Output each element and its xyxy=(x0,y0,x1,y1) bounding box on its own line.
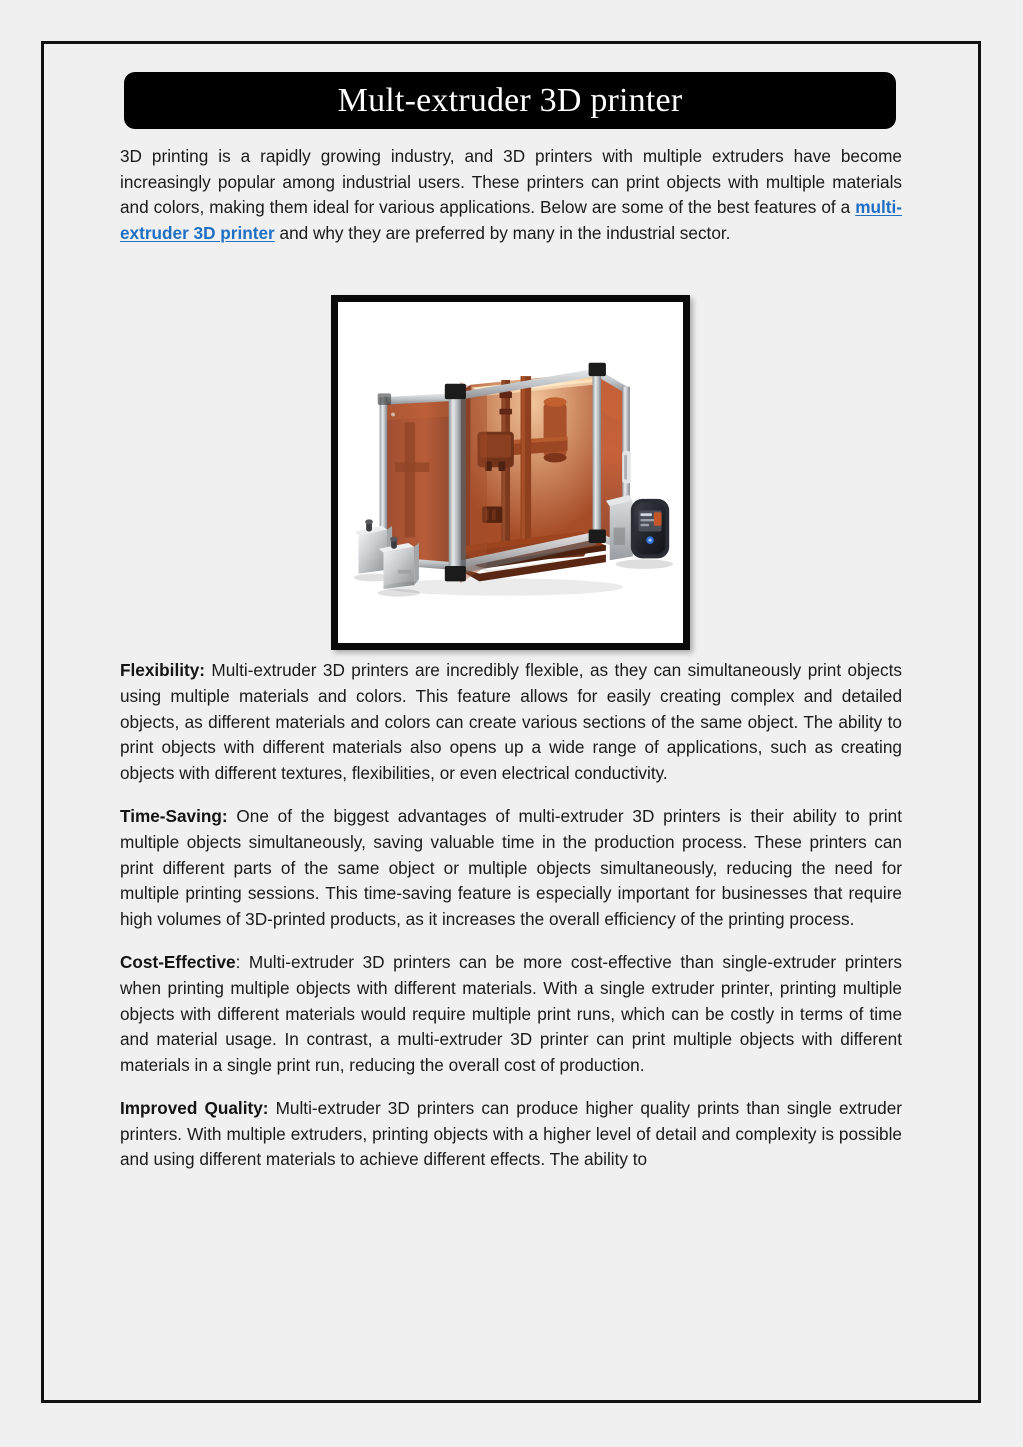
section-time-saving xyxy=(120,804,902,932)
3d-printer-illustration xyxy=(345,309,676,636)
page-title: Mult-extruder 3D printer xyxy=(337,81,683,119)
printer-figure-frame xyxy=(331,295,690,650)
printer-figure-inner xyxy=(345,309,676,636)
intro-paragraph xyxy=(120,144,902,246)
section-flexibility-body: Multi-extruder 3D printers are incredibly flexible, as they can simultaneously print objects using multiple materials and colors. This feature allows for easily creating complex and detailed objects, as different materials and colors can create various sections of the same object. The ability to print objects with different materials also opens up a wide range of applications, such as creating objects with different textures, flexibilities, or even electrical conductivity. xyxy=(120,660,902,783)
section-flexibility-lead: Flexibility: xyxy=(120,660,205,681)
section-improved-quality-lead: Improved Quality: xyxy=(120,1098,269,1119)
intro-text-after-link: and why they are preferred by many in the industrial sector. xyxy=(274,222,731,243)
printer-figure xyxy=(331,295,690,650)
intro-text-before-link: 3D printing is a rapidly growing industry, and 3D printers with multiple extruders have become increasingly popular among industrial users. These printers can print objects with multiple materials and colors, making them ideal for various applications. Below are some of the best features of a xyxy=(120,146,902,218)
section-time-saving-lead: Time-Saving: xyxy=(120,806,228,827)
section-flexibility xyxy=(120,658,902,786)
section-time-saving-body: One of the biggest advantages of multi-extruder 3D printers is their ability to print multiple objects simultaneously, saving valuable time in the production process. These printers can print different parts of the same object or multiple objects simultaneously, reducing the need for multiple printing sessions. This time-saving feature is especially important for businesses that require high volumes of 3D-printed products, as it increases the overall efficiency of the printing process. xyxy=(120,806,902,929)
section-cost-effective xyxy=(120,950,902,1078)
multi-extruder-3d-printer-link[interactable]: multi-extruder 3D printer xyxy=(120,197,902,243)
section-improved-quality xyxy=(120,1096,902,1173)
section-cost-effective-body: : Multi-extruder 3D printers can be more cost-effective than single-extruder printers when printing multiple objects with different materials. With a single extruder printer, printing multiple objects with different materials would require multiple print runs, which can be costly in terms of time and material usage. In contrast, a multi-extruder 3D printer can print multiple objects with different materials in a single print run, reducing the overall cost of production. xyxy=(120,952,902,1075)
section-cost-effective-lead: Cost-Effective xyxy=(120,952,236,973)
section-improved-quality-body: Multi-extruder 3D printers can produce higher quality prints than single extruder printers. With multiple extruders, printing objects with a higher level of detail and complexity is possible and using different materials to achieve different effects. The ability to xyxy=(120,1098,902,1170)
title-banner xyxy=(124,72,896,129)
